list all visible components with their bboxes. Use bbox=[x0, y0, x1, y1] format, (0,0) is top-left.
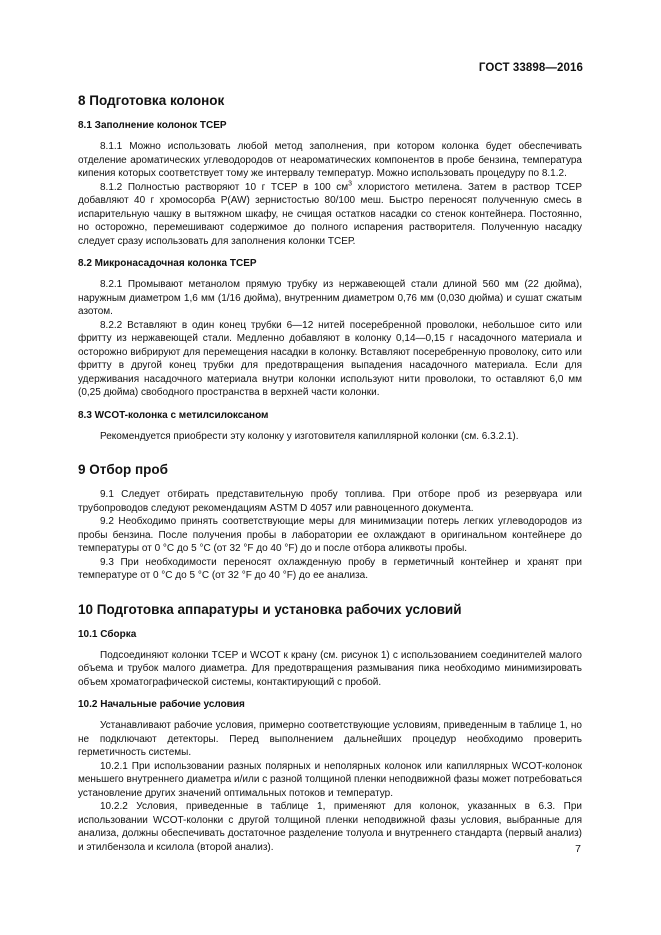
cubic-superscript: 3 bbox=[348, 180, 353, 188]
paragraph-9-3: 9.3 При необходимости переносят охлажденную пробу в герметичный контейнер и хранят при температуре от 0 °С до 5 °С (от 32 °F до 40 °F) до ее анализа. bbox=[78, 556, 582, 581]
paragraph-10-2: Устанавливают рабочие условия, примерно соответствующие условиям, приведенным в таблице 1, но не подключают детекторы. Перед выполнением дальнейших процедур необходимо проверить герметичность системы. bbox=[78, 720, 582, 758]
section-9-title: 9 Отбор проб bbox=[78, 462, 168, 477]
section-8-title: 8 Подготовка колонок bbox=[78, 93, 225, 108]
paragraph-8-2-1: 8.2.1 Промывают метанолом прямую трубку из нержавеющей стали длиной 560 мм (22 дюйма), наружным диаметром 1,6 мм (1/16 дюйма), внутренним диаметром 0,76 мм (0,030 дюйма) и сушат сжатым азотом. bbox=[78, 279, 582, 317]
page-content bbox=[78, 92, 582, 854]
section-8-3-title: 8.3 WCOT-колонка с метилсилоксаном bbox=[78, 409, 269, 421]
paragraph-10-2-1: 10.2.1 При использовании разных полярных и неполярных колонок или капиллярных WCOT-колонок меньшего внутреннего диаметра и/или с разной толщиной пленки неподвижной фазы может потребоваться установление других значений оптимальных потоков и температур. bbox=[78, 760, 582, 799]
section-10-title: 10 Подготовка аппаратуры и установка рабочих условий bbox=[78, 601, 462, 617]
section-10-1-title: 10.1 Сборка bbox=[78, 628, 137, 640]
section-10-2-title: 10.2 Начальные рабочие условия bbox=[78, 699, 245, 710]
paragraph-8-1-2-part-a: 8.1.2 Полностью растворяют 10 г ТСЕР в 100 см bbox=[100, 181, 349, 193]
section-8-1-title: 8.1 Заполнение колонок ТСЕР bbox=[78, 120, 227, 131]
paragraph-10-1: Подсоединяют колонки ТСЕР и WCOT к крану (см. рисунок 1) с использованием соединителей малого объема и трубок малого диаметра. Для предотвращения размывания пика необходимо минимизировать объем хроматографической системы, контактирующий с пробой. bbox=[78, 649, 582, 688]
paragraph-8-2-2: 8.2.2 Вставляют в один конец трубки 6—12 нитей посеребренной проволоки, небольшое сито или фритту из нержавеющей стали. Медленно добавляют в колонку 0,14—0,15 г насадочного материала и осторожно вибрируют для перемещения насадки в колонку. Вставляют посеребренную проволоку, сито или фритту в другой конец трубки для предотвращения выпадения насадочного материала. Если для удерживания насадочного материала внутри колонки используют нити проволоки, то оставляют 6,0 мм (0,25 дюйма) свободного пространства в верхней части колонки. bbox=[78, 319, 582, 398]
section-8-2-title: 8.2 Микронасадочная колонка ТСЕР bbox=[78, 258, 257, 269]
paragraph-8-1-1: 8.1.1 Можно использовать любой метод заполнения, при котором колонка будет обеспечивать отделение ароматических углеводородов от неароматических компонентов в пробе бензина, температура кипения которых соответствует тому же интервалу температур. Можно использовать процедуру по 8.1.2. bbox=[78, 141, 582, 179]
paragraph-8-1-2-part-b: хлористого метилена. Затем в раствор ТСЕР добавляют 40 г хромосорба P(AW) зернистостью 80/100 меш. Быстро переносят полученную смесь в испарительную чашку в вытяжном шкафу, не счищая остатков насадки со стенок контейнера. Постоянно, но осторожно, перемешивают содержимое до полного испарения растворителя. Полученную насадку следует сразу использовать для заполнения колонки ТСЕР. bbox=[78, 181, 583, 247]
paragraph-9-1: 9.1 Следует отбирать представительную пробу топлива. При отборе проб из резервуара или трубопроводов следуют рекомендациям ASTM D 4057 или равноценного документа. bbox=[78, 489, 582, 514]
paragraph-10-2-2: 10.2.2 Условия, приведенные в таблице 1, применяют для колонок, указанных в 6.3. При использовании WCOT-колонки с другой толщиной пленки неподвижной фазы условия, выбранные для анализа, должны обеспечивать достаточное разделение толуола и внутреннего стандарта (первый анализ) и этилбензола и ксилола (второй анализ). bbox=[78, 801, 582, 853]
paragraph-8-1-2 bbox=[78, 181, 582, 249]
paragraph-8-3: Рекомендуется приобрести эту колонку у изготовителя капиллярной колонки (см. 6.3.2.1). bbox=[100, 430, 519, 442]
page-number: 7 bbox=[575, 843, 581, 855]
document-code-header: ГОСТ 33898—2016 bbox=[478, 62, 583, 74]
paragraph-9-2: 9.2 Необходимо принять соответствующие меры для минимизации потерь легких углеводородов из пробы бензина. После получения пробы в лаборатории ее охлаждают в оригинальном контейнере до температуры от 0 °С до 5 °С (от 32 °F до 40 °F) до и после отбора аликвоты пробы. bbox=[78, 516, 582, 554]
